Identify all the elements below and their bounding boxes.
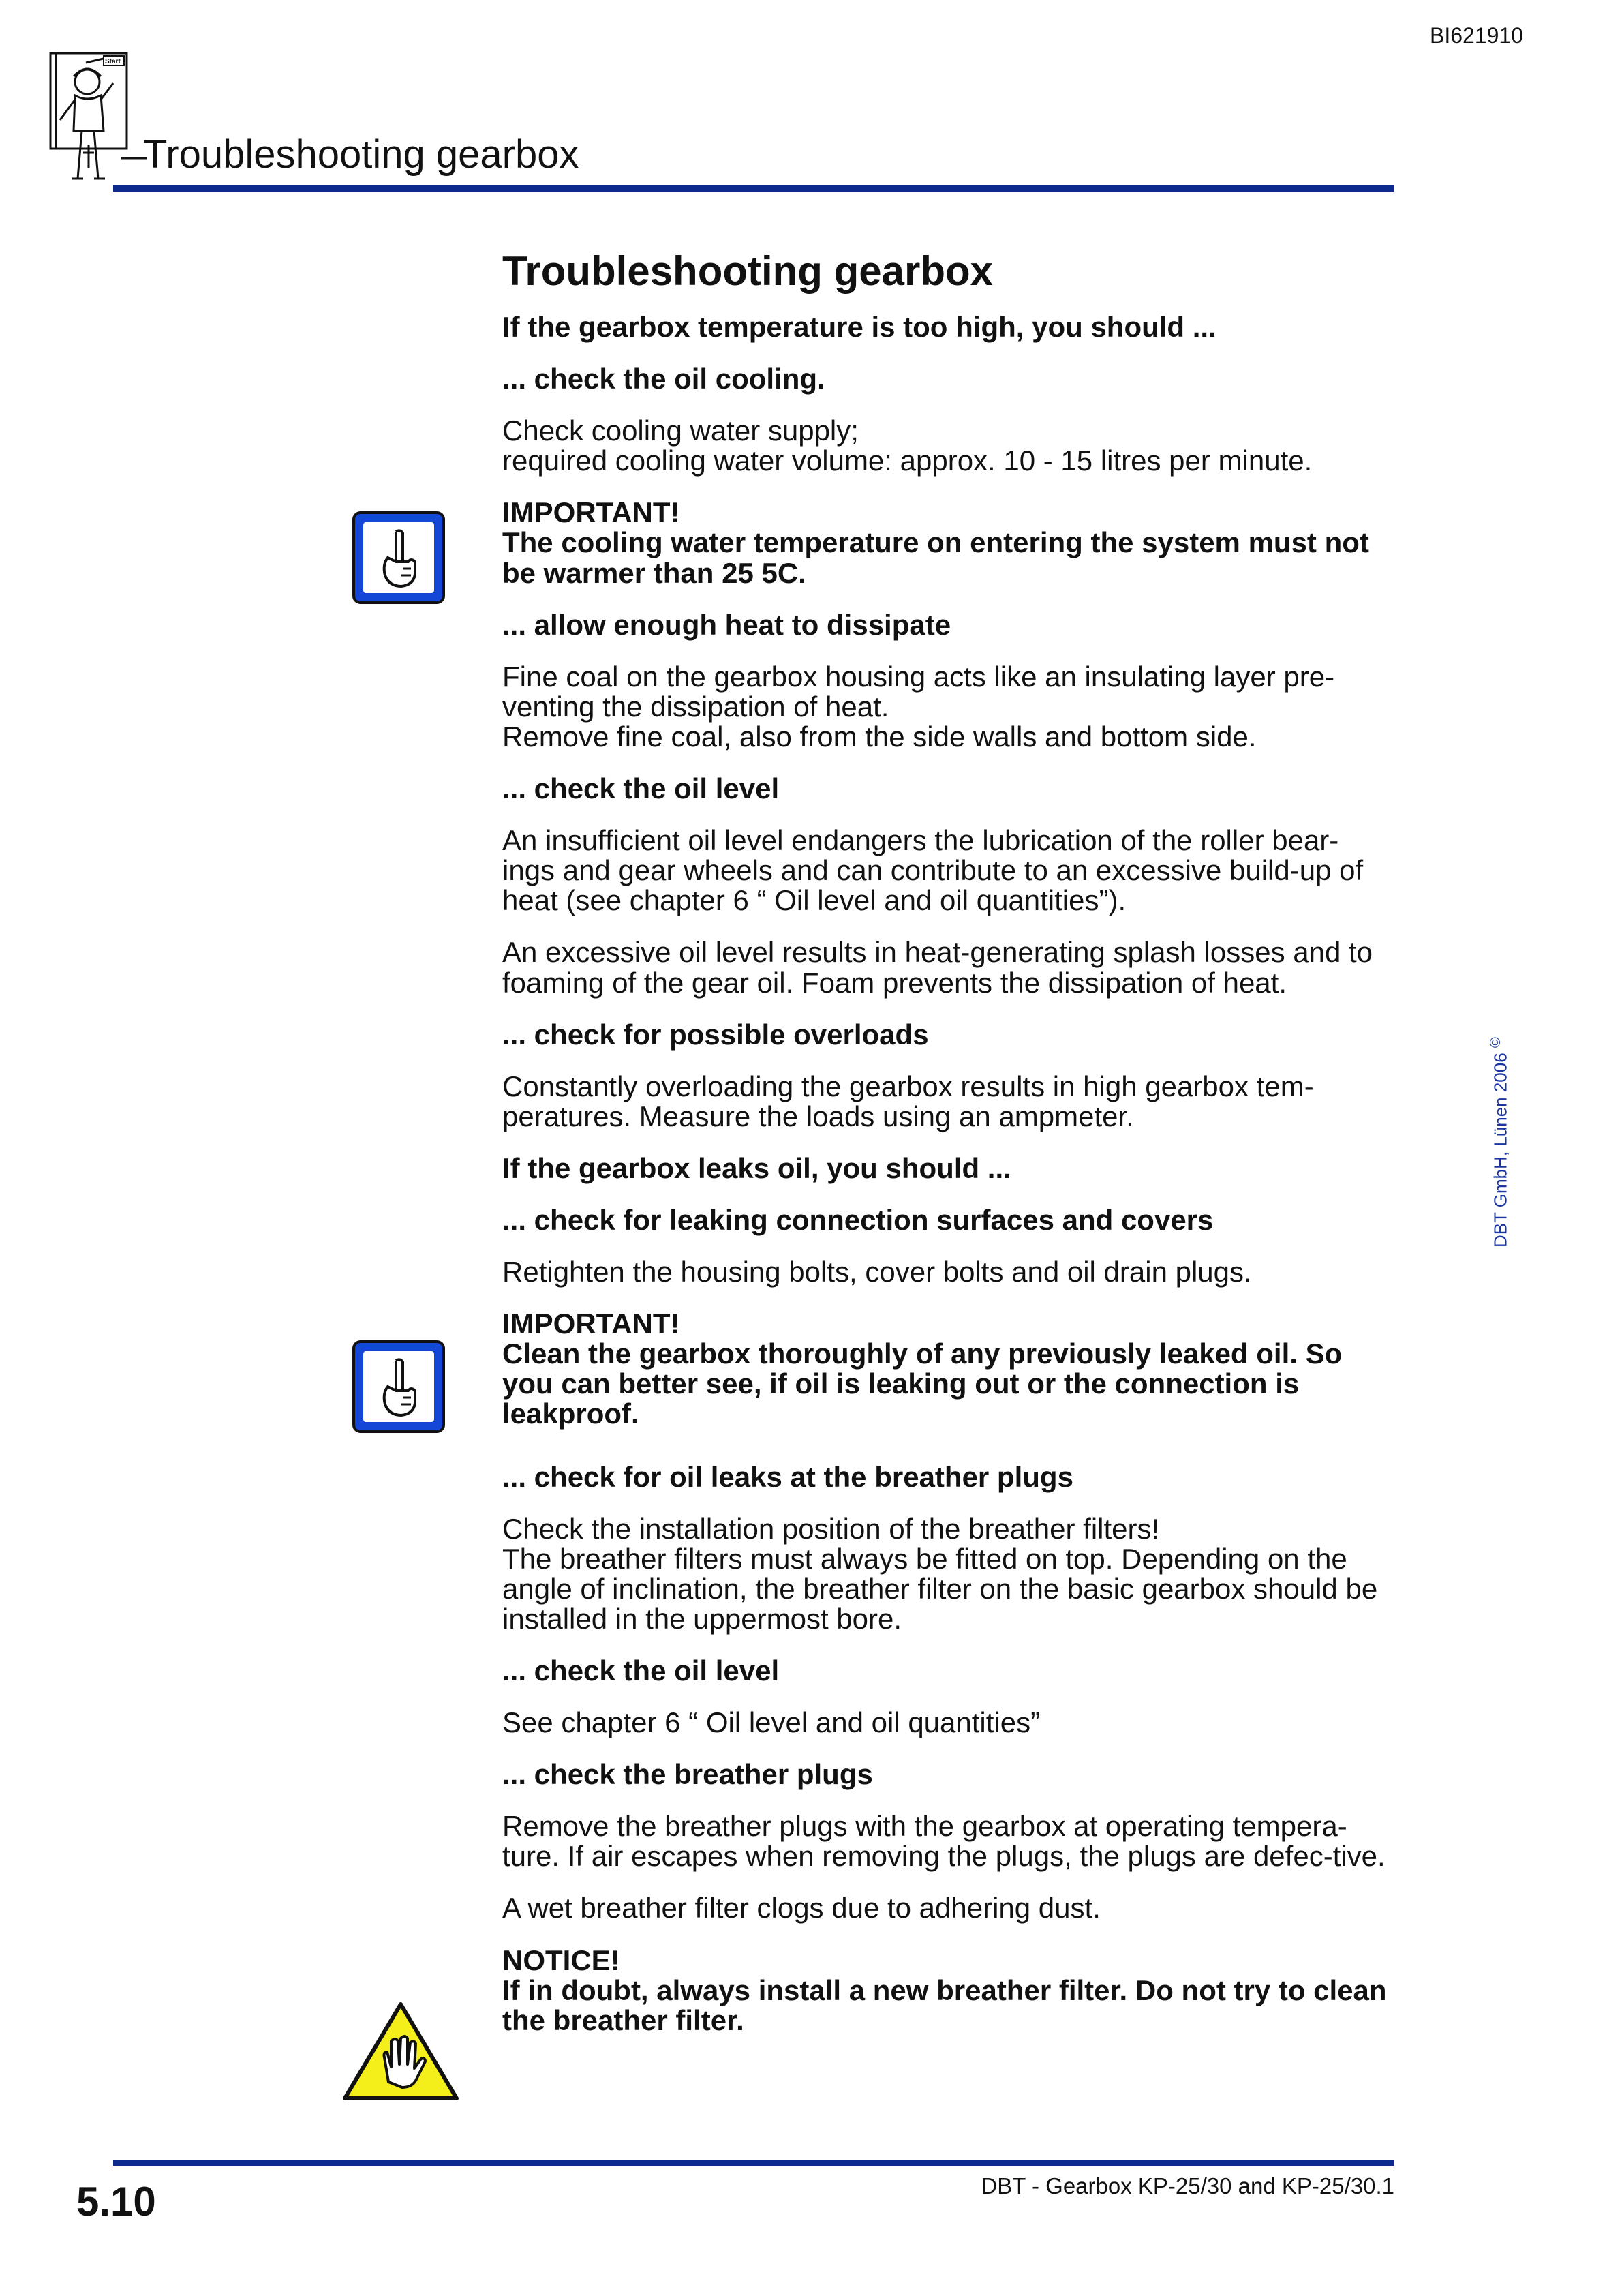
notice-box	[502, 1946, 1388, 2036]
page-number: 5.10	[76, 2179, 156, 2224]
main-content	[502, 247, 1388, 2057]
header-rule	[113, 185, 1394, 192]
important-note-1	[502, 498, 1388, 588]
important-text: The cooling water temperature on entering the system must not be warmer than 25 5C.	[502, 526, 1369, 589]
oil-level-text-1: An insufficient oil level endangers the lubrication of the roller bear-ings and gear wheels and can contribute to an excessive build-up of heat (see chapter 6 “ Oil level and oil quantities”).	[502, 824, 1364, 917]
cooling-line-1: Check cooling water supply;	[502, 414, 859, 447]
breather-leak-line-1: Check the installation position of the breather filters!	[502, 1512, 1160, 1545]
oil-level-heading-2: ... check the oil level	[502, 1655, 780, 1687]
warning-hand-icon	[341, 2000, 461, 2102]
copyright-notice	[1486, 1037, 1512, 1248]
pointing-hand-icon	[351, 1339, 446, 1434]
copyright-symbol: ©	[1486, 1037, 1503, 1048]
breather-plugs-heading: ... check the breather plugs	[502, 1758, 873, 1791]
technician-start-icon	[46, 49, 147, 185]
pointing-hand-icon	[351, 510, 446, 605]
surfaces-text: Retighten the housing bolts, cover bolts and oil drain plugs.	[502, 1256, 1252, 1288]
temperature-intro: If the gearbox temperature is too high, you should ...	[502, 311, 1216, 343]
page-title: Troubleshooting gearbox	[502, 248, 994, 294]
important-title: IMPORTANT!	[502, 1308, 680, 1340]
breather-leak-text	[502, 1514, 1388, 1634]
breather-leak-heading: ... check for oil leaks at the breather plugs	[502, 1460, 1073, 1493]
cooling-line-2: required cooling water volume: approx. 10 - 15 litres per minute.	[502, 444, 1313, 477]
leak-intro: If the gearbox leaks oil, you should ...	[502, 1151, 1011, 1184]
copyright-text: DBT GmbH, Lünen 2006	[1490, 1053, 1511, 1248]
breather-leak-line-2: The breather filters must always be fitted on top. Depending on the angle of inclination, the breather filter on the basic gearbox should be installed in the uppermost bore.	[502, 1542, 1378, 1635]
important-title: IMPORTANT!	[502, 496, 680, 529]
svg-text:Start: Start	[105, 58, 121, 65]
heat-text	[502, 662, 1388, 752]
header-title: Troubleshooting gearbox	[143, 132, 579, 177]
notice-text: If in doubt, always install a new breather filter. Do not try to clean the breather filter.	[502, 1974, 1387, 2036]
footer-product: DBT - Gearbox KP-25/30 and KP-25/30.1	[981, 2173, 1394, 2199]
breather-plugs-text-1: Remove the breather plugs with the gearbox at operating tempera-ture. If air escapes when removing the plugs, the plugs are defec-tive.	[502, 1810, 1386, 1873]
cooling-text	[502, 416, 1388, 476]
surfaces-heading: ... check for leaking connection surfaces and covers	[502, 1203, 1214, 1236]
footer-rule	[113, 2160, 1394, 2166]
heat-line-1: Fine coal on the gearbox housing acts like an insulating layer pre-venting the dissipation of heat.	[502, 660, 1335, 723]
oil-level-heading: ... check the oil level	[502, 772, 780, 805]
cooling-heading: ... check the oil cooling.	[502, 363, 825, 395]
oil-level-text-2: An excessive oil level results in heat-generating splash losses and to foaming of the gear oil. Foam prevents the dissipation of heat.	[502, 936, 1373, 999]
important-note-2	[502, 1309, 1388, 1429]
overload-text: Constantly overloading the gearbox results in high gearbox tem-peratures. Measure the loads using an ampmeter.	[502, 1070, 1314, 1132]
overload-heading: ... check for possible overloads	[502, 1018, 929, 1051]
important-text: Clean the gearbox thoroughly of any previously leaked oil. So you can better see, if oil is leaking out or the connection is leakproof.	[502, 1338, 1343, 1430]
heat-heading: ... allow enough heat to dissipate	[502, 608, 951, 641]
heat-line-2: Remove fine coal, also from the side walls and bottom side.	[502, 720, 1257, 753]
oil-level-reference: See chapter 6 “ Oil level and oil quantities”	[502, 1706, 1041, 1739]
document-id: BI621910	[1430, 23, 1524, 48]
notice-title: NOTICE!	[502, 1944, 620, 1976]
breather-plugs-text-2: A wet breather filter clogs due to adhering dust.	[502, 1892, 1101, 1924]
